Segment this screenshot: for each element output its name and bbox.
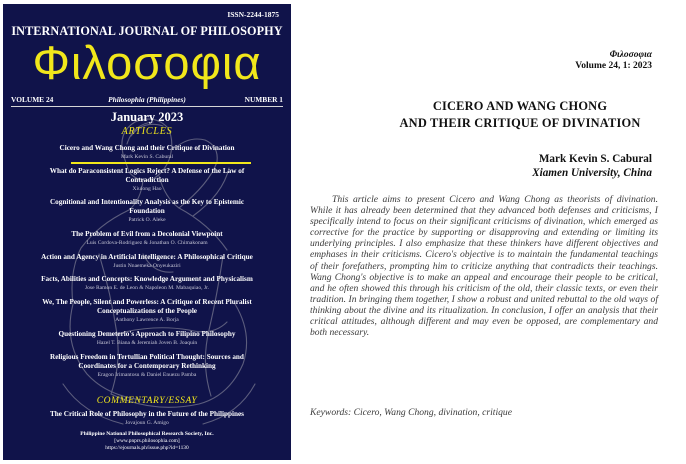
article-title-line: AND THEIR CRITIQUE OF DIVINATION <box>399 116 641 130</box>
cover-article-authors: Patrick O. Aleke <box>128 217 166 223</box>
cover-article-title[interactable]: The Problem of Evil from a Decolonial Viewpoint <box>71 230 223 238</box>
cover-highlight-rule <box>71 162 251 164</box>
cover-article-title[interactable]: Questioning Demeterio's Approach to Filipino Philosophy <box>58 330 236 338</box>
cover-article-title[interactable]: Contradiction <box>125 176 169 184</box>
cover-article-title[interactable]: Religious Freedom in Tertullian Political Thought: Sources and <box>50 353 244 361</box>
cover-divider <box>11 106 283 107</box>
cover-issn: ISSN-2244-1875 <box>227 10 279 19</box>
cover-article-title[interactable]: Cicero and Wang Chong and their Critique of Divination <box>59 144 235 152</box>
cover-article-title[interactable]: Cognitional and Intentionality Analysis as the Key to Epistemic <box>49 198 245 206</box>
cover-article-title[interactable]: Coordinates for a Contemporary Rethinking <box>78 362 216 370</box>
cover-article-authors: Mark Kevin S. Cabural <box>120 154 174 160</box>
cover-subtitle: Philosophia (Philippines) <box>108 95 186 104</box>
cover-number: NUMBER 1 <box>244 95 283 104</box>
cover-commentary-authors: Jovajoun G. Amigo <box>125 420 169 426</box>
article-affiliation: Xiamen University, China <box>532 167 652 179</box>
cover-publisher-website[interactable]: [www.pnprs.philosophia.com] <box>114 438 180 444</box>
article-first-page <box>300 0 686 464</box>
journal-cover <box>3 4 291 460</box>
cover-article-authors: Xiulong Hao <box>132 186 162 192</box>
cover-article-title[interactable]: Action and Agency in Artificial Intelligence: A Philosophical Critique <box>41 253 253 261</box>
cover-publisher: Philippine National Philosophical Research Society, Inc. <box>80 431 214 437</box>
cover-article-authors: Luis Cordova-Rodriguez & Jonathan O. Chimakonam <box>86 240 208 246</box>
cover-issue-date: January 2023 <box>110 110 184 124</box>
cover-article-authors: Justin Nnaemeka Onyeukaziri <box>113 263 181 269</box>
cover-article-authors: Jose Ramon E. de Leon & Napoleon M. Mabaquiao, Jr. <box>84 285 210 291</box>
article-abstract: This article aims to present Cicero and Wang Chong as theorists of divination. While it has already been determined that they advanced both defenses and criticisms, I specifically intend to focus on their significant criticisms of divination, which emerged as corrective for the practice by supporting or disapproving and extending or limiting its underlying principles. I also emphasize that these thinkers have different objectives and emphases in their criticisms. Cicero's objective is to maintain the fundamental teachings of their forefathers, prompting him to criticize anything that contradicts their teachings. Wang Chong's objective is to make an appeal and encourage their people to be critical, and he often showed this through his criticism of the old, their classic texts, or even their tradition. In bringing them together, I show a robust and united rebuttal to the old ways of thinking about the divine and its ritualization. In conclusion, I offer an analysis that their critical attitudes, although different and may even be opposed, are complementary and both necessary. <box>310 194 658 339</box>
cover-volume: VOLUME 24 <box>11 95 54 104</box>
running-head-journal: Φιλοσοφια <box>609 50 652 60</box>
cover-articles-heading: ARTICLES <box>121 126 173 137</box>
cover-commentary-title[interactable]: The Critical Role of Philosophy in the Future of the Philippines <box>50 410 244 418</box>
article-title-line: CICERO AND WANG CHONG <box>432 99 608 113</box>
article-title <box>370 98 670 132</box>
cover-commentary-heading: COMMENTARY/ESSAY <box>96 396 198 406</box>
cover-title-greek: Φιλοσοφια <box>32 36 262 89</box>
cover-article-title[interactable]: What do Paraconsistent Logics Reject? A Defense of the Law of <box>49 167 245 175</box>
article-keywords: Keywords: Cicero, Wang Chong, divination, critique <box>310 407 512 418</box>
cover-journal-name: INTERNATIONAL JOURNAL OF PHILOSOPHY <box>11 24 283 38</box>
cover-article-authors: Anthony Lawrence A. Borja <box>115 317 179 323</box>
article-author: Mark Kevin S. Cabural <box>538 153 652 165</box>
cover-article-authors: Eragon Irimantosu & Daniel Enuezu Pamba <box>97 372 197 378</box>
cover-article-title[interactable]: Foundation <box>129 207 165 215</box>
running-head-volume: Volume 24, 1: 2023 <box>575 61 652 71</box>
cover-article-title[interactable]: Conceptualizations of the People <box>96 307 198 315</box>
cover-issue-url[interactable]: https://ejournals.ph/issue.php?id=1130 <box>105 445 189 451</box>
cover-article-title[interactable]: Facts, Abilities and Concepts: Knowledge Argument and Physicalism <box>41 275 253 283</box>
cover-article-authors: Hazel T. Biana & Jeremiah Joven B. Joaquin <box>96 340 198 346</box>
cover-article-title[interactable]: We, The People, Silent and Powerless: A Critique of Recent Pluralist <box>42 298 252 306</box>
